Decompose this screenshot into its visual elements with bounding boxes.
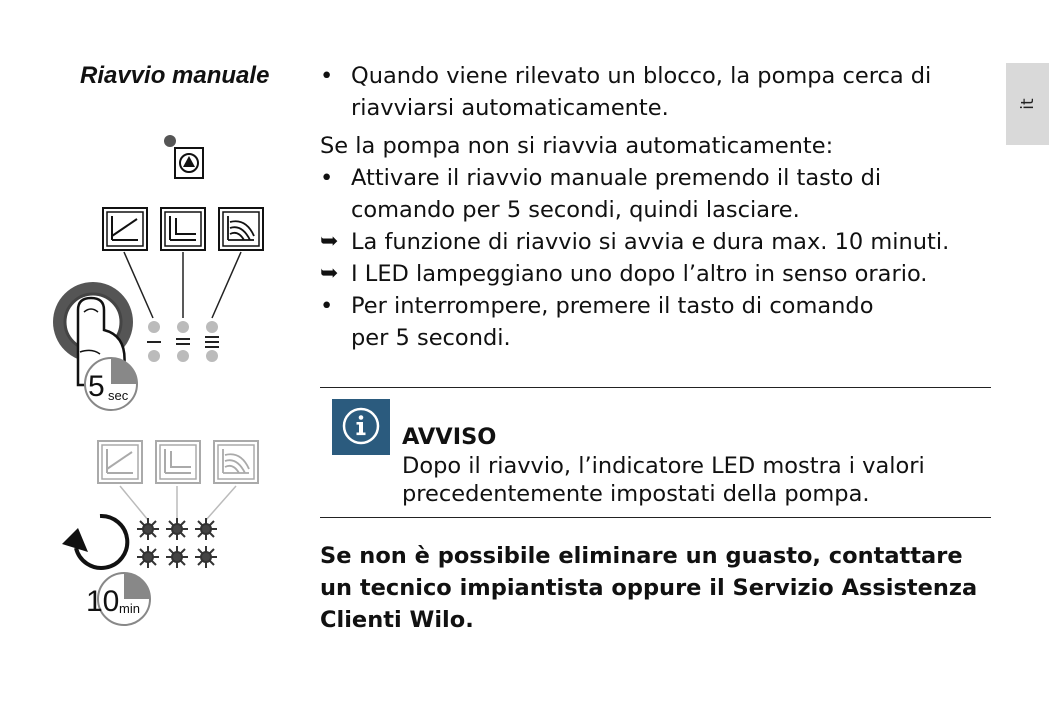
instruction-text: I LED lampeggiano uno dopo l’altro in senso orario. xyxy=(351,261,928,287)
notice-top-rule xyxy=(320,387,991,388)
instruction-plain xyxy=(320,130,992,162)
instruction-bullet xyxy=(320,290,992,354)
led-indicators xyxy=(147,321,219,362)
instruction-text: Attivare il riavvio manuale premendo il tasto di xyxy=(351,165,882,191)
final-warning-text: Se non è possibile eliminare un guasto, contattare un tecnico impiantista oppure il Servizio Assistenza Clienti Wilo. xyxy=(320,543,978,633)
svg-text:min: min xyxy=(119,601,140,616)
variable-curve-icon xyxy=(161,208,205,250)
instruction-text: per 5 secondi. xyxy=(351,325,511,351)
timer-5-sec xyxy=(85,358,137,410)
faded-mode-icons xyxy=(98,441,258,520)
instruction-text: La funzione di riavvio si avvia e dura max. 10 minuti. xyxy=(351,229,950,255)
instruction-text: Quando viene rilevato un blocco, la pompa cerca di xyxy=(351,63,932,89)
language-tab[interactable] xyxy=(1006,63,1049,145)
svg-text:sec: sec xyxy=(108,388,129,403)
instruction-text: comando per 5 secondi, quindi lasciare. xyxy=(351,197,800,223)
notice-bottom-rule xyxy=(320,517,991,518)
instruction-text: Per interrompere, premere il tasto di comando xyxy=(351,293,874,319)
instruction-arrow xyxy=(320,258,992,290)
notice-text: Dopo il riavvio, l’indicatore LED mostra i valori precedentemente impostati della pompa. xyxy=(402,453,925,507)
instruction-text: Se la pompa non si riavvia automaticamente: xyxy=(320,133,834,159)
led-star-icon xyxy=(137,518,217,568)
result-arrow-icon: ➥ xyxy=(320,261,339,286)
instruction-list xyxy=(320,60,992,354)
instruction-arrow xyxy=(320,226,992,258)
pump-icon xyxy=(164,135,203,178)
instruction-text: riavviarsi automaticamente. xyxy=(351,95,669,121)
restart-arrow-icon xyxy=(62,516,127,568)
bullet-icon: • xyxy=(320,165,334,191)
constant-curve-icon xyxy=(103,208,147,250)
notice-title: AVVISO xyxy=(402,424,497,450)
heating-curve-icon xyxy=(219,208,263,250)
manual-restart-illustration xyxy=(0,0,320,713)
instruction-bullet xyxy=(320,60,992,124)
svg-text:10: 10 xyxy=(86,585,120,618)
timer-10-min xyxy=(86,573,150,625)
language-tab-label: it xyxy=(1017,98,1038,110)
svg-text:5: 5 xyxy=(88,370,105,403)
bullet-icon: • xyxy=(320,293,334,319)
result-arrow-icon: ➥ xyxy=(320,229,339,254)
section-title: Riavvio manuale xyxy=(80,62,270,89)
instruction-bullet xyxy=(320,162,992,226)
info-icon xyxy=(332,399,390,455)
bullet-icon: • xyxy=(320,63,334,89)
